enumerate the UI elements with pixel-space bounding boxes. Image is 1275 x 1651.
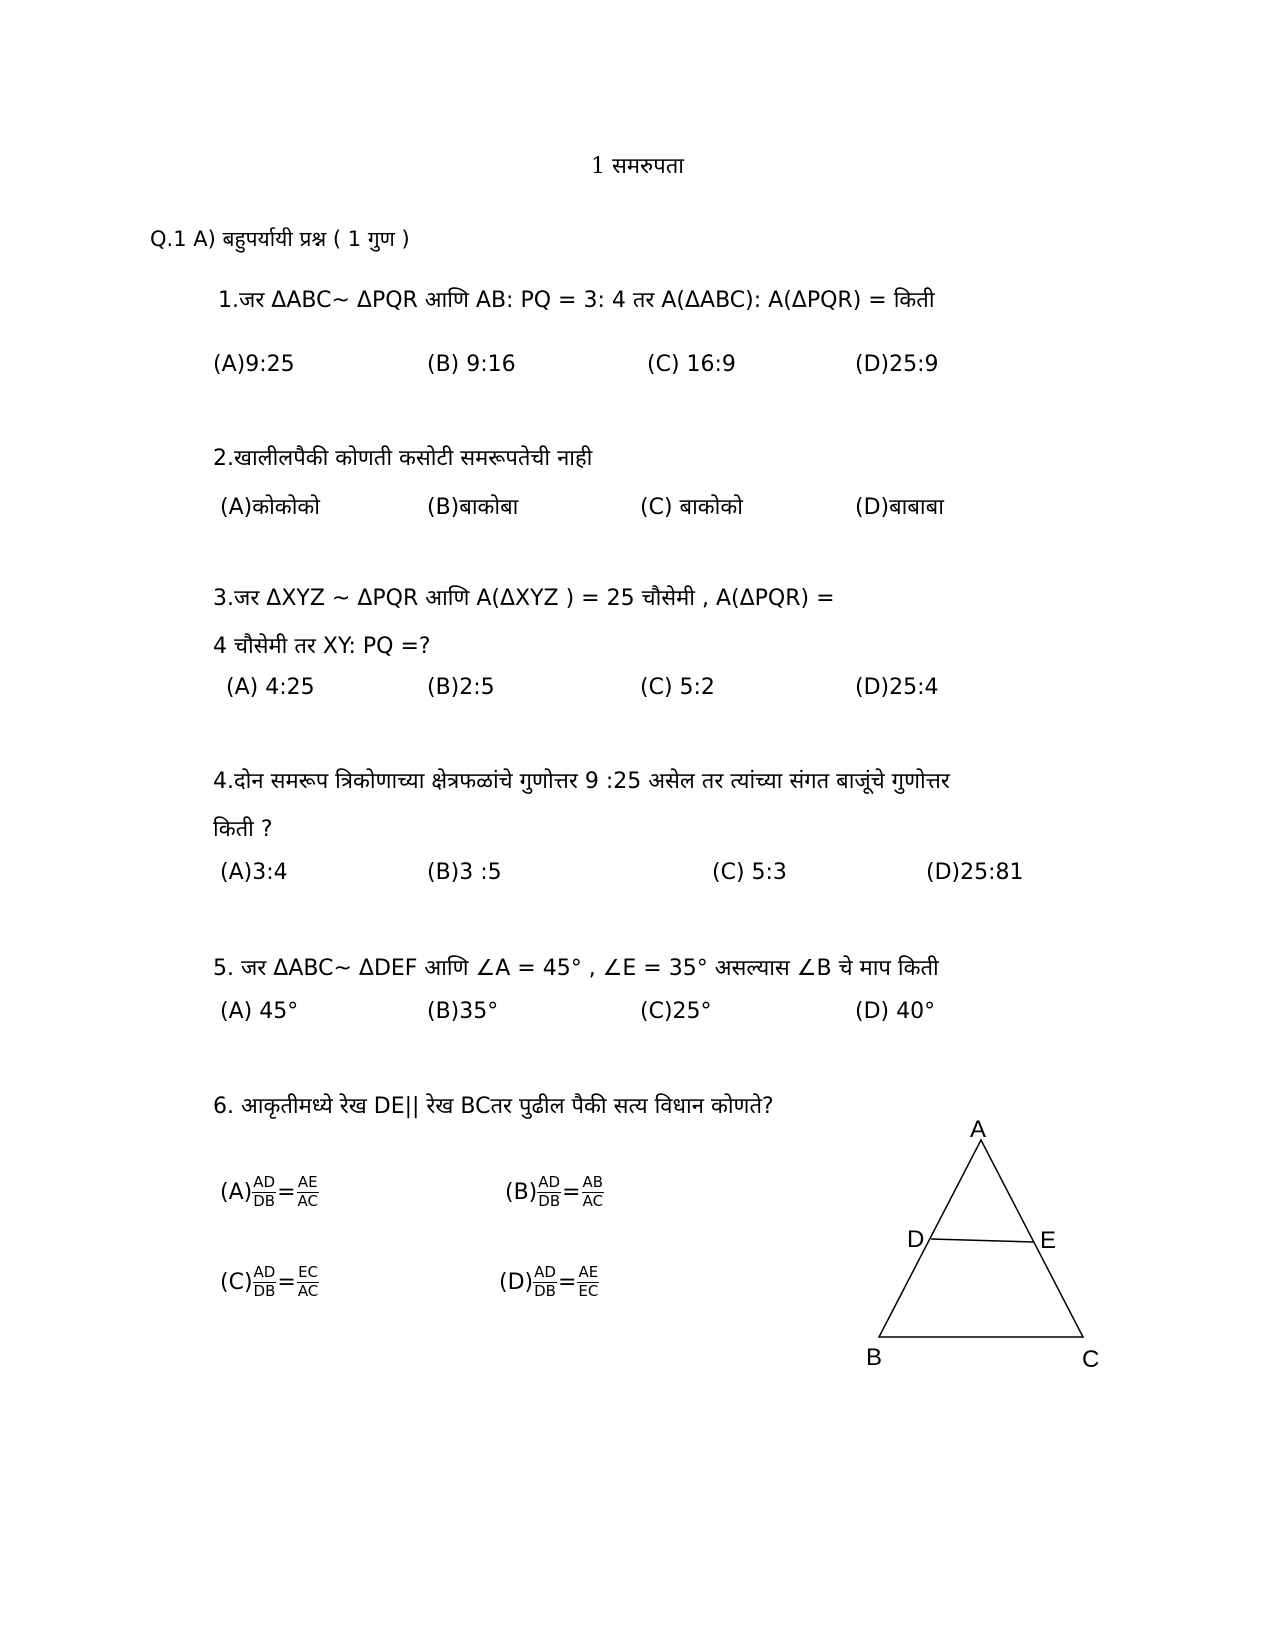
- q5-option-a[interactable]: (A) 45°: [220, 999, 299, 1024]
- question-3-line-2: 4 चौसेमी तर XY: PQ =?: [213, 634, 431, 659]
- q1-option-a[interactable]: (A)9:25: [213, 352, 295, 377]
- option-label: (B): [505, 1179, 538, 1205]
- vertex-label-a: A: [970, 1116, 987, 1143]
- q4-option-c[interactable]: (C) 5:3: [712, 860, 787, 885]
- option-label: (C): [220, 1269, 253, 1295]
- fraction-right: $\frac{EC}{AC}$: [297, 1263, 319, 1300]
- q2-option-b[interactable]: (B)बाकोबा: [427, 495, 519, 520]
- page-title: 1 समरुपता: [591, 154, 684, 179]
- fraction-left: $\frac{AD}{DB}$: [538, 1173, 561, 1210]
- question-1-text: 1.जर ΔABC~ ΔPQR आणि AB: PQ = 3: 4 तर A(ΔABC): A(ΔPQR) = किती: [218, 288, 935, 313]
- q3-option-b[interactable]: (B)2:5: [427, 675, 495, 700]
- triangle-figure: [850, 1105, 1130, 1395]
- fraction-left: $\frac{AD}{DB}$: [253, 1173, 276, 1210]
- q1-option-c[interactable]: (C) 16:9: [647, 352, 736, 377]
- q5-option-c[interactable]: (C)25°: [640, 999, 712, 1024]
- q4-option-b[interactable]: (B)3 :5: [427, 860, 502, 885]
- vertex-label-b: B: [866, 1344, 883, 1371]
- equals-sign: =: [277, 1269, 296, 1295]
- q6-option-d[interactable]: [499, 1265, 599, 1300]
- q1-option-b[interactable]: (B) 9:16: [427, 352, 516, 377]
- vertex-label-d: D: [907, 1226, 925, 1253]
- q4-option-d[interactable]: (D)25:81: [926, 860, 1024, 885]
- q5-option-d[interactable]: (D) 40°: [855, 999, 936, 1024]
- segment-de: [931, 1239, 1033, 1242]
- fraction-right: $\frac{AE}{AC}$: [297, 1173, 318, 1210]
- q6-option-c[interactable]: [220, 1265, 319, 1300]
- question-4-line-1: 4.दोन समरूप त्रिकोणाच्या क्षेत्रफळांचे गुणोत्तर 9 :25 असेल तर त्यांच्या संगत बाजूंचे गुणोत्तर: [213, 769, 950, 794]
- vertex-label-c: C: [1082, 1346, 1100, 1373]
- fraction-right: $\frac{AE}{EC}$: [578, 1263, 599, 1300]
- question-5-text: 5. जर ΔABC~ ΔDEF आणि ∠A = 45° , ∠E = 35° असल्यास ∠B चे माप किती: [213, 956, 939, 981]
- fraction-left: $\frac{AD}{DB}$: [534, 1263, 556, 1300]
- question-6-text: 6. आकृतीमध्ये रेख DE|| रेख BCतर पुढील पैकी सत्य विधान कोणते?: [213, 1094, 774, 1119]
- q5-option-b[interactable]: (B)35°: [427, 999, 499, 1024]
- section-heading: Q.1 A) बहुपर्यायी प्रश्न ( 1 गुण ): [150, 227, 410, 251]
- vertex-label-e: E: [1040, 1227, 1057, 1254]
- q2-option-c[interactable]: (C) बाकोको: [640, 495, 743, 520]
- q2-option-d[interactable]: (D)बाबाबा: [855, 495, 944, 520]
- q1-option-d[interactable]: (D)25:9: [855, 352, 939, 377]
- question-4-line-2: किती ?: [213, 817, 273, 842]
- fraction-left: $\frac{AD}{DB}$: [253, 1263, 276, 1300]
- equals-sign: =: [557, 1269, 577, 1295]
- q2-option-a[interactable]: (A)कोकोको: [220, 495, 320, 520]
- question-3-line-1: 3.जर ΔXYZ ~ ΔPQR आणि A(ΔXYZ ) = 25 चौसेमी , A(ΔPQR) =: [213, 586, 835, 611]
- equals-sign: =: [562, 1179, 581, 1205]
- q6-option-b[interactable]: [505, 1175, 604, 1210]
- equals-sign: =: [277, 1179, 296, 1205]
- q4-option-a[interactable]: (A)3:4: [220, 860, 288, 885]
- fraction-right: $\frac{AB}{AC}$: [582, 1173, 604, 1210]
- q3-option-a[interactable]: (A) 4:25: [226, 675, 315, 700]
- q6-option-a[interactable]: [220, 1175, 319, 1210]
- option-label: (D): [499, 1269, 534, 1295]
- option-label: (A): [220, 1179, 253, 1205]
- q3-option-d[interactable]: (D)25:4: [855, 675, 939, 700]
- question-2-text: 2.खालीलपैकी कोणती कसोटी समरूपतेची नाही: [213, 446, 593, 471]
- q3-option-c[interactable]: (C) 5:2: [640, 675, 715, 700]
